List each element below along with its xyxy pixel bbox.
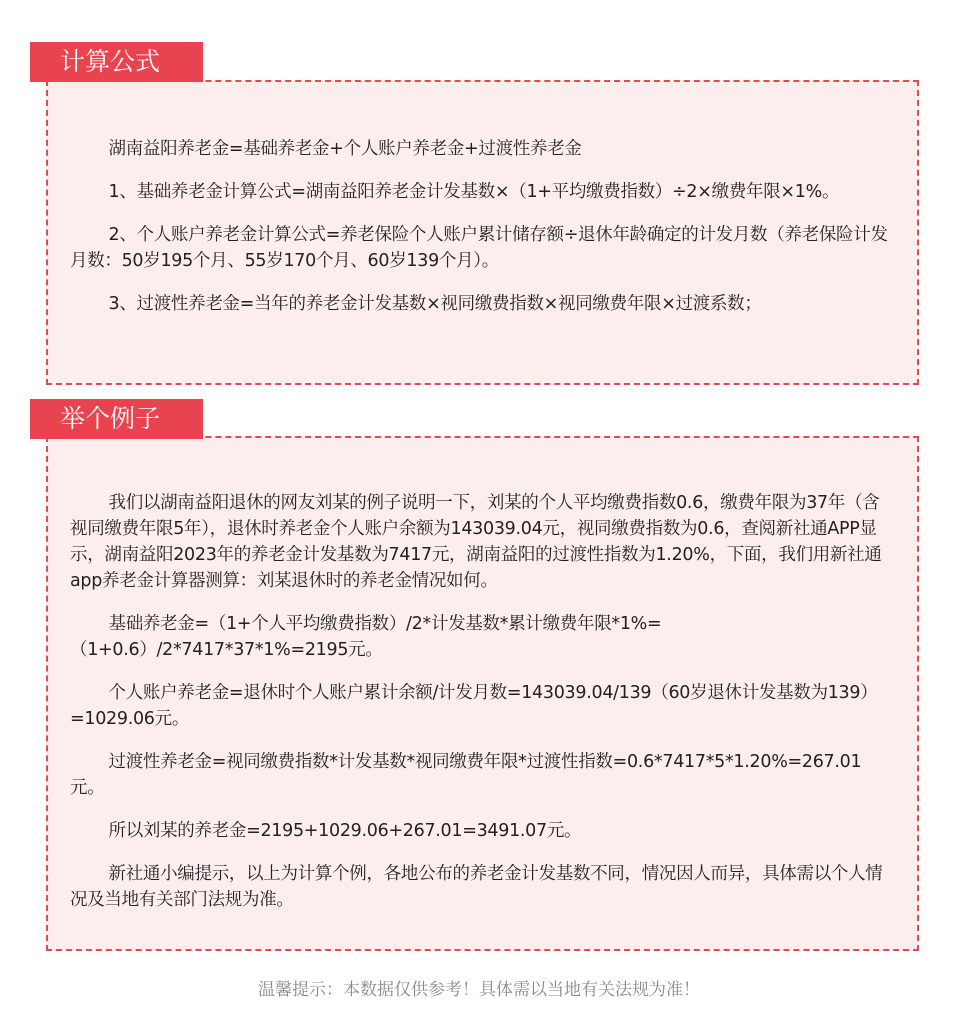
example-paragraph: 新社通小编提示，以上为计算个例，各地公布的养老金计发基数不同，情况因人而异，具体需以个人情况及当地有关部门法规为准。 [70,864,883,910]
formula-section-title: 计算公式 [30,42,203,82]
example-paragraph: 过渡性养老金=视同缴费指数*计发基数*视同缴费年限*过渡性指数=0.6*7417*5*1.20%=267.01元。 [70,752,862,798]
example-paragraph: 我们以湖南益阳退休的网友刘某的例子说明一下，刘某的个人平均缴费指数0.6，缴费年限为37年（含视同缴费年限5年），退休时养老金个人账户余额为143039.04元，视同缴费指数为0.6，查阅新社通APP显示，湖南益阳2023年的养老金计发基数为7417元，湖南益阳的过渡性指数为1.20%，下面，我们用新社通app养老金计算器测算：刘某退休时的养老金情况如何。 [70,493,882,591]
example-paragraph: 基础养老金=（1+个人平均缴费指数）/2*计发基数*累计缴费年限*1%=（1+0.6）/2*7417*37*1%=2195元。 [70,614,662,660]
formula-paragraph: 湖南益阳养老金=基础养老金+个人账户养老金+过渡性养老金 [108,139,582,159]
formula-paragraph: 2、个人账户养老金计算公式=养老保险个人账户累计储存额÷退休年龄确定的计发月数（养老保险计发月数：50岁195个月、55岁170个月、60岁139个月）。 [70,225,888,271]
example-box [46,436,919,951]
example-paragraph: 个人账户养老金=退休时个人账户累计余额/计发月数=143039.04/139（60岁退休计发基数为139）=1029.06元。 [70,683,878,729]
formula-paragraph: 3、过渡性养老金=当年的养老金计发基数×视同缴费指数×视同缴费年限×过渡系数； [108,294,762,314]
formula-box [46,80,919,385]
footer-notice: 温馨提示：本数据仅供参考！具体需以当地有关法规为准！ [258,980,700,1000]
example-paragraph: 所以刘某的养老金=2195+1029.06+267.01=3491.07元。 [108,821,582,841]
example-section-title: 举个例子 [30,399,203,439]
formula-paragraph: 1、基础养老金计算公式=湖南益阳养老金计发基数×（1+平均缴费指数）÷2×缴费年限×1%。 [108,182,840,202]
